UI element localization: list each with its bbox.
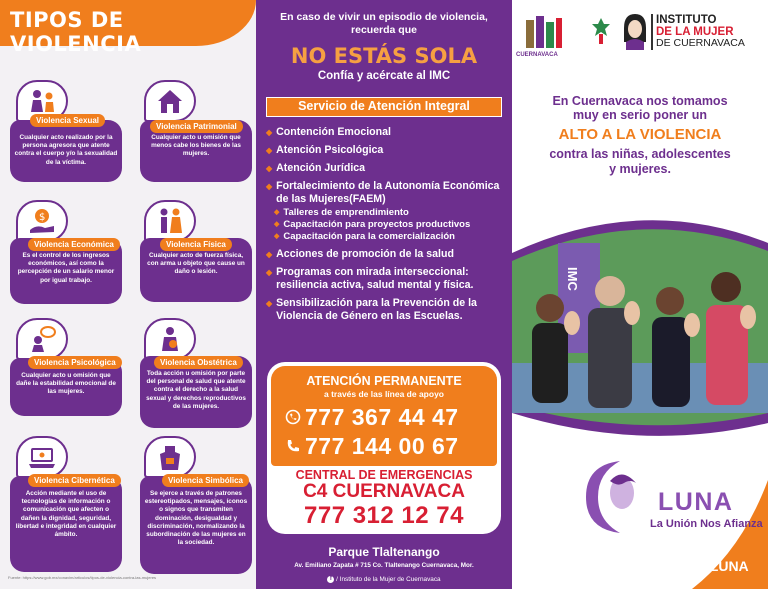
service-list — [266, 126, 508, 328]
luna-logo-icon — [580, 457, 648, 537]
phone-number: 777 367 44 47 — [305, 403, 459, 430]
campaign-message-end — [512, 147, 768, 177]
service-text: Atención Psicológica — [276, 144, 384, 156]
campaign-message — [512, 94, 768, 122]
violence-description: Cualquier acto realizado por la persona agresora que atente contra el cuerpo y/o la sexualidad de la víctima. — [14, 134, 118, 166]
diamond-bullet-icon: ◆ — [266, 146, 273, 155]
institute-woman-logo-icon — [620, 10, 650, 52]
violence-label: Violencia Sexual — [30, 114, 105, 127]
violence-description: Acción mediante el uso de tecnologías de información o comunicación que afecten o dañen la dignidad, seguridad, libertad e integridad en cualquier ámbito. — [15, 490, 117, 539]
logo-divider — [651, 14, 653, 50]
emergency-title: CENTRAL DE EMERGENCIAS — [295, 468, 473, 482]
campaign-panel — [512, 0, 768, 589]
contact-box — [267, 362, 501, 534]
whatsapp-icon — [285, 409, 301, 425]
institute-line: DE CUERNAVACA — [656, 37, 745, 49]
subheadline: Confía y acércate al IMC — [317, 70, 451, 82]
message-line: muy en serio poner un — [572, 108, 708, 122]
institute-name — [656, 15, 745, 50]
banner-text: IMC — [565, 267, 580, 291]
violence-types-title: TIPOS DE VIOLENCIA — [10, 8, 142, 56]
logo-bar — [512, 0, 768, 70]
diamond-bullet-icon: ◆ — [266, 164, 273, 173]
facebook-link[interactable] — [256, 576, 512, 583]
message-line: En Cuernavaca nos tomamos — [552, 94, 728, 108]
cuernavaca-logo-icon — [522, 12, 566, 52]
sub-service-text: Capacitación para proyectos productivos — [283, 219, 471, 230]
brand-name: LUNA — [658, 488, 734, 516]
sub-service-text: Talleres de emprendimiento — [283, 207, 409, 218]
violence-description: Toda acción u omisión por parte del personal de salud que atente contra el derecho a la salud sexual y derechos reproductivos de las mujeres. — [146, 370, 246, 410]
sub-service-item — [266, 231, 508, 243]
support-lines-box — [271, 366, 497, 466]
phone-icon — [285, 438, 301, 454]
facebook-icon: f — [327, 576, 334, 583]
service-item — [266, 297, 508, 323]
diamond-bullet-icon: ◆ — [274, 233, 280, 240]
service-text: Fortalecimiento de la Autonomía Económica de las Mujeres(FAEM) — [276, 180, 500, 205]
violence-label: Violencia Psicológica — [28, 356, 122, 369]
cuernavaca-label: CUERNAVACA — [516, 52, 558, 58]
violence-label: Violencia Económica — [28, 238, 120, 251]
diamond-bullet-icon: ◆ — [274, 209, 280, 216]
svg-text:$: $ — [39, 212, 46, 223]
intro-line: recuerda que — [351, 24, 417, 36]
sub-service-text: Capacitación para la comercialización — [283, 231, 455, 242]
address: Av. Emiliano Zapata # 715 Co. Tlaltenango Cuernavaca, Mor. — [294, 562, 474, 569]
service-item — [266, 248, 508, 261]
support-subtitle: a través de las línea de apoyo — [323, 389, 444, 399]
emergency-center: C4 CUERNAVACA — [303, 481, 465, 502]
violence-label: Violencia Simbólica — [162, 474, 249, 487]
diamond-bullet-icon: ◆ — [266, 182, 273, 191]
hashtag: #LUNA — [702, 558, 749, 574]
service-text: Contención Emocional — [276, 126, 391, 138]
violence-types-header — [0, 0, 256, 56]
diamond-bullet-icon: ◆ — [266, 268, 273, 277]
violence-card-body — [10, 476, 122, 572]
violence-description: Cualquier acto de fuerza física, con arma u objeto que cause un daño o lesión. — [147, 252, 245, 276]
coat-of-arms-icon — [590, 16, 612, 46]
violence-card-body — [140, 476, 252, 574]
phone-line-2[interactable] — [285, 433, 485, 459]
service-text: Programas con mirada interseccional: resiliencia activa, salud mental y física. — [276, 266, 474, 291]
location-name: Parque Tlaltenango — [328, 545, 440, 559]
sub-service-list — [266, 207, 508, 243]
violence-description: Es el control de los ingresos económicos, así como la percepción de un salario menor por igual trabajo. — [17, 252, 115, 284]
violence-description: Se ejerce a través de patrones estereotipados, mensajes, íconos o signos que transmiten dominación, desigualdad y discriminación, normalizando la subordinación de las mujeres en la sociedad. — [144, 490, 248, 547]
services-panel — [256, 0, 512, 589]
money-hand-icon — [16, 200, 68, 242]
sub-service-item — [266, 219, 508, 231]
campaign-photo — [512, 213, 768, 438]
violence-description: Cualquier acto u omisión que dañe la estabilidad emocional de las mujeres. — [16, 372, 116, 396]
violence-types-panel — [0, 0, 256, 589]
intro-text — [256, 11, 512, 37]
service-item — [266, 266, 508, 292]
sub-service-item — [266, 207, 508, 219]
facebook-page-name: / Instituto de la Mujer de Cuernavaca — [336, 576, 441, 584]
institute-line: DE LA MUJER — [656, 25, 734, 38]
diamond-bullet-icon: ◆ — [266, 299, 273, 308]
brand-tagline: La Unión Nos Afianza — [650, 518, 763, 530]
violence-card-body — [10, 120, 122, 182]
service-text: Sensibilización para la Prevención de la Violencia de Género en las Escuelas. — [276, 297, 477, 322]
phone-line-1[interactable] — [285, 404, 485, 430]
violence-label: Violencia Patrimonial — [150, 120, 243, 133]
message-line: contra las niñas, adolescentes — [549, 147, 731, 161]
violence-label: Violencia Física — [160, 238, 232, 251]
message-line: y mujeres. — [609, 162, 671, 176]
service-text: Acciones de promoción de la salud — [276, 248, 454, 260]
institute-line: INSTITUTO — [656, 14, 717, 26]
diamond-bullet-icon: ◆ — [266, 128, 273, 137]
violence-label: Violencia Cibernética — [28, 474, 121, 487]
diamond-bullet-icon: ◆ — [266, 250, 273, 259]
house-icon — [144, 80, 196, 122]
headline: NO ESTÁS SOLA — [290, 44, 478, 68]
service-item — [266, 144, 508, 157]
apron-icon — [144, 436, 196, 478]
psychological-violence-icon — [16, 318, 68, 360]
service-title: Servicio de Atención Integral — [266, 97, 502, 117]
service-item — [266, 162, 508, 175]
cyber-violence-icon — [16, 436, 68, 478]
phone-number: 777 144 00 67 — [305, 432, 459, 459]
emergency-phone[interactable]: 777 312 12 74 — [304, 502, 464, 529]
service-text: Atención Jurídica — [276, 162, 366, 174]
diamond-bullet-icon: ◆ — [274, 221, 280, 228]
person-figure-1 — [532, 294, 568, 403]
campaign-highlight: ALTO A LA VIOLENCIA — [558, 126, 722, 143]
violence-description: Cualquier acto u omisión que menos cabe los bienes de las mujeres. — [151, 134, 241, 158]
service-item — [266, 126, 508, 139]
intro-line: En caso de vivir un episodio de violencia, — [280, 11, 488, 23]
obstetric-violence-icon — [144, 318, 196, 360]
physical-violence-icon — [144, 200, 196, 242]
source-footnote: Fuente: https://www.gob.mx/conavim/articulos/tipos-de-violencia-contra-las-mujeres — [8, 575, 157, 580]
violence-label: Violencia Obstétrica — [154, 356, 243, 369]
support-title: ATENCIÓN PERMANENTE — [306, 374, 462, 388]
service-item — [266, 180, 508, 206]
